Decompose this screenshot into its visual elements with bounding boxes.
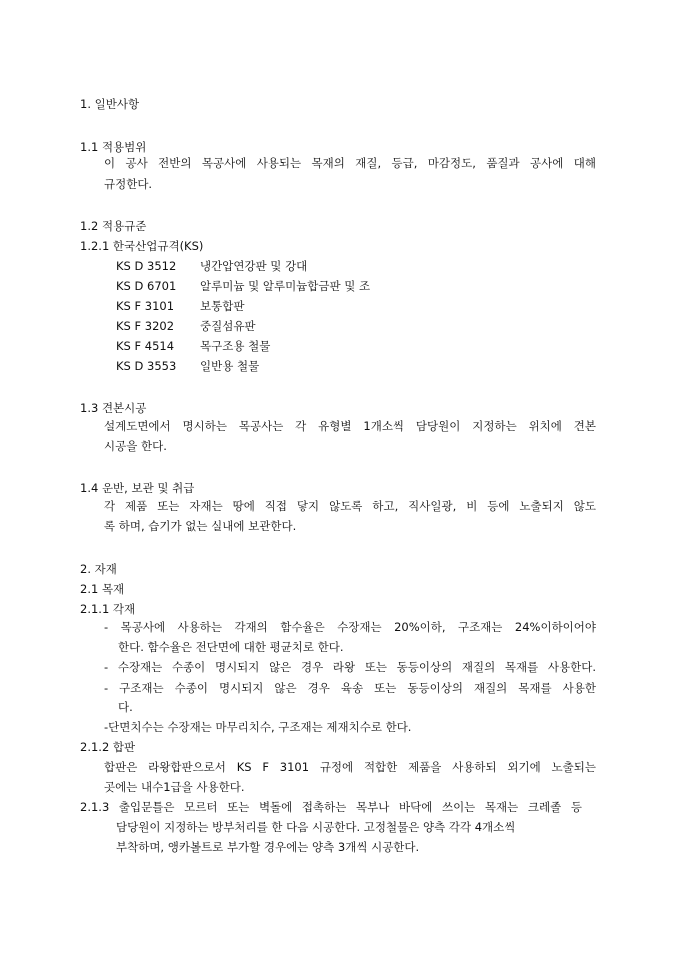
section-2-1-2-heading: 2.1.2 합판 — [80, 740, 136, 754]
standard-name: 목구조용 철물 — [200, 339, 271, 353]
handling-text-line-1: 각 제품 또는 자재는 땅에 직접 닿지 않도록 하고, 직사일광, 비 등에 노출되지 않도 — [104, 499, 596, 513]
standard-item — [116, 259, 307, 273]
section-1-2-heading: 1.2 적용규준 — [80, 219, 147, 233]
section-1-2-1-heading: 1.2.1 한국산업규격(KS) — [80, 239, 204, 253]
standard-item — [116, 319, 256, 333]
standard-name: 일반용 철물 — [200, 359, 260, 373]
standard-name: 보통합판 — [200, 299, 245, 313]
sample-text-line-2: 시공을 한다. — [104, 439, 167, 453]
section-2-1-heading: 2.1 목재 — [80, 582, 125, 596]
plywood-text-line-1: 합판은 라왕합판으로서 KS F 3101 규정에 적합한 제품을 사용하되 외기에 노출되는 — [104, 760, 596, 774]
plywood-text-line-2: 곳에는 내수1급을 사용한다. — [104, 780, 245, 794]
standard-name: 중질섬유판 — [200, 319, 256, 333]
frame-text-line-1: 담당원이 지정하는 방부처리를 한 다음 시공한다. 고정철물은 양측 각각 4개소씩 — [116, 820, 516, 834]
standard-code: KS F 3202 — [116, 319, 175, 333]
section-1-1-heading: 1.1 적용범위 — [80, 140, 147, 154]
lumber-text-line-2: 한다. 함수율은 전단면에 대한 평균치로 한다. — [118, 640, 344, 654]
standard-code: KS D 3553 — [116, 359, 177, 373]
section-1-4-heading: 1.4 운반, 보관 및 취급 — [80, 481, 195, 495]
section-1-3-heading: 1.3 견본시공 — [80, 401, 147, 415]
lumber-text-line-4: - 구조재는 수종이 명시되지 않은 경우 육송 또는 동등이상의 재질의 목재를 사용한 — [104, 681, 596, 695]
lumber-text-line-5: 다. — [118, 700, 133, 714]
frame-text-line-2: 부착하며, 앵카볼트로 부가할 경우에는 양측 3개씩 시공한다. — [116, 840, 420, 854]
standard-item — [116, 359, 259, 373]
standard-code: KS F 4514 — [116, 339, 175, 353]
standard-name: 알루미늄 및 알루미늄합금판 및 조 — [200, 279, 371, 293]
scope-text-line-2: 규정한다. — [104, 177, 153, 191]
lumber-text-line-6: -단면치수는 수장재는 마무리치수, 구조재는 제재치수로 한다. — [104, 720, 412, 734]
lumber-text-line-1: - 목공사에 사용하는 각재의 함수율은 수장재는 20%이하, 구조재는 24%이하이어야 — [104, 620, 596, 634]
standard-item — [116, 299, 244, 313]
section-2-1-3-heading: 2.1.3 출입문틀은 모르터 또는 벽돌에 접촉하는 목부나 바닥에 쓰이는 목재는 크레졸 등 — [80, 800, 582, 814]
standard-item — [116, 279, 370, 293]
scope-text-line-1: 이 공사 전반의 목공사에 사용되는 목재의 재질, 등급, 마감정도, 품질과 공사에 대해 — [104, 156, 596, 170]
section-1-heading: 1. 일반사항 — [80, 97, 140, 111]
lumber-text-line-3: - 수장재는 수종이 명시되지 않은 경우 라왕 또는 동등이상의 재질의 목재를 사용한다. — [104, 660, 596, 674]
standard-code: KS D 3512 — [116, 259, 177, 273]
handling-text-line-2: 록 하며, 습기가 없는 실내에 보관한다. — [104, 519, 297, 533]
section-2-1-1-heading: 2.1.1 각재 — [80, 602, 136, 616]
standard-item — [116, 339, 270, 353]
sample-text-line-1: 설계도면에서 명시하는 목공사는 각 유형별 1개소씩 담당원이 지정하는 위치에 견본 — [104, 419, 596, 433]
section-2-heading: 2. 자재 — [80, 562, 117, 576]
standard-code: KS F 3101 — [116, 299, 175, 313]
standard-name: 냉간압연강판 및 강대 — [200, 259, 308, 273]
standard-code: KS D 6701 — [116, 279, 177, 293]
